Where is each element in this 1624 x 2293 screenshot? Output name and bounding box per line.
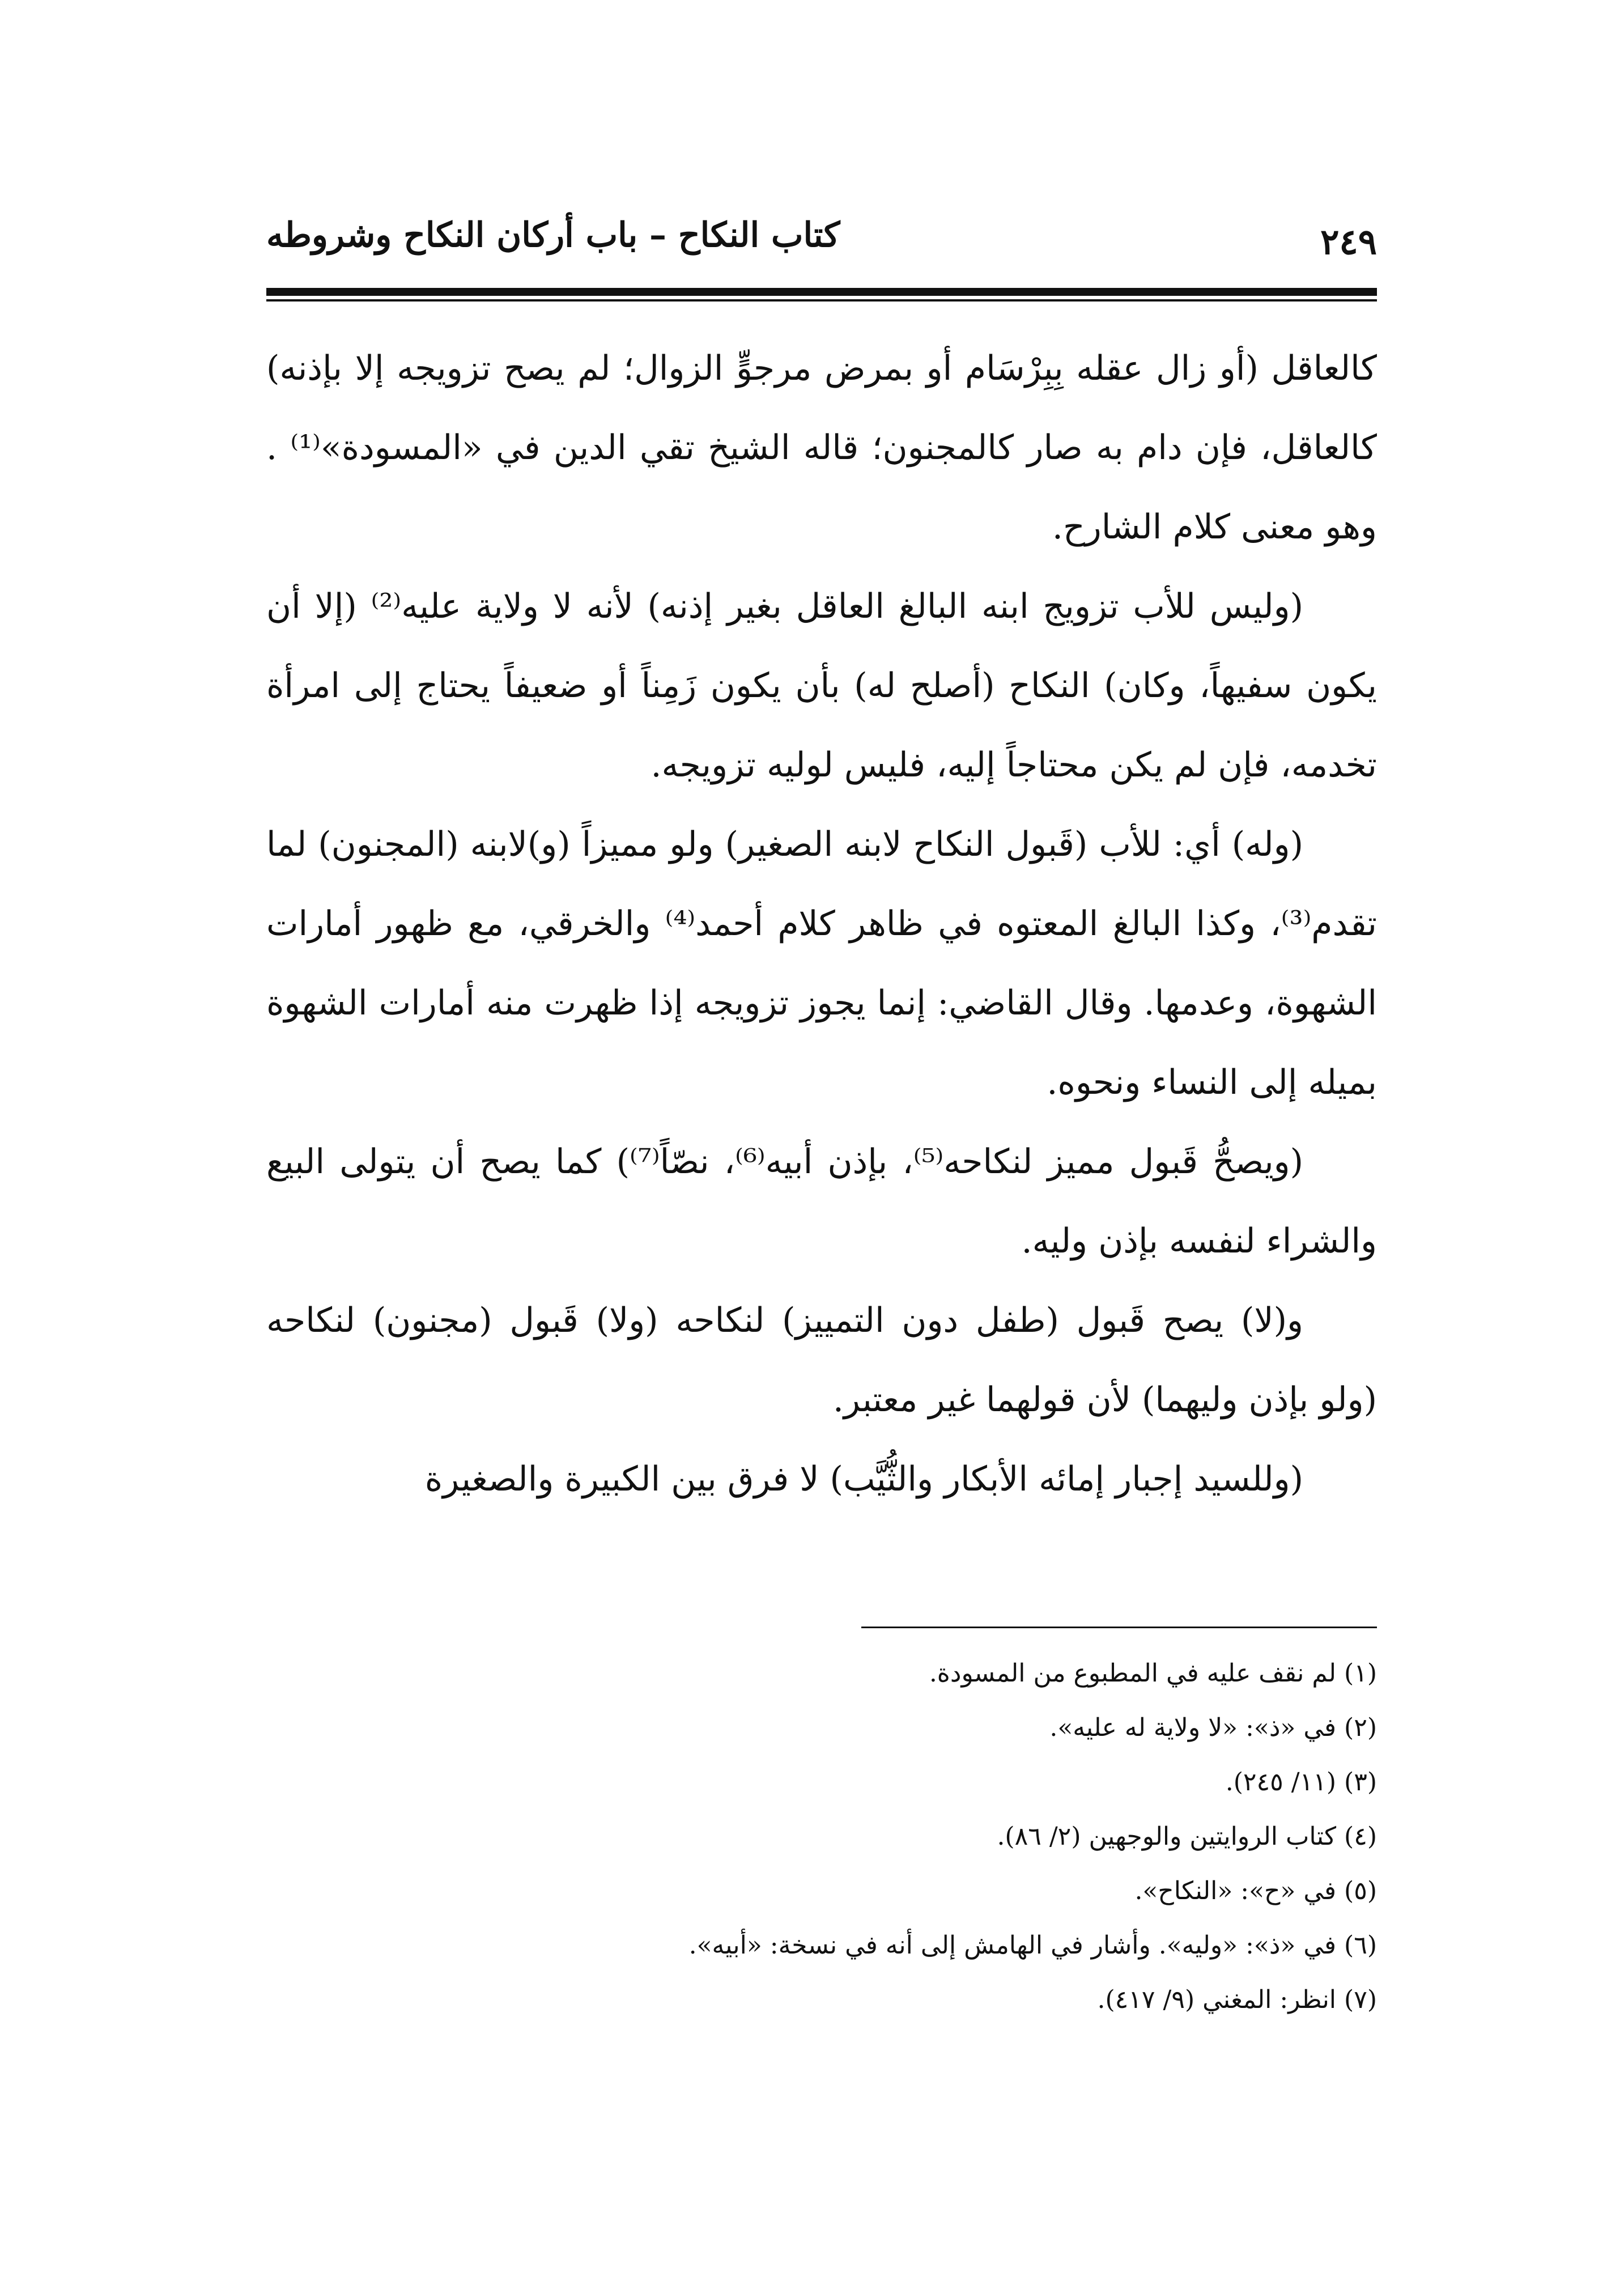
running-title: كتاب النكاح – باب أركان النكاح وشروطه	[266, 215, 840, 255]
footnote-7: (٧) انظر: المغني (٩/ ٤١٧).	[1097, 1985, 1377, 2014]
header-rule-thick	[266, 288, 1377, 296]
footnote-separator	[861, 1627, 1377, 1628]
running-header	[266, 210, 1377, 278]
footnote-4: (٤) كتاب الروايتين والوجهين (٢/ ٨٦).	[997, 1822, 1377, 1851]
paragraph-4: (ويصحُّ قَبول مميز لنكاحه⁽⁵⁾، بإذن أبيه⁽⁶⁾، نصّاً⁽⁷⁾) كما يصح أن يتولى البيع والشراء لنفسه بإذن وليه.	[266, 1142, 1377, 1261]
main-text	[266, 329, 1377, 1519]
header-rule	[266, 288, 1377, 302]
footnote-3: (٣) (١١/ ٢٤٥).	[1225, 1768, 1377, 1797]
footnote-5: (٥) في «ح»: «النكاح».	[1134, 1876, 1377, 1905]
paragraph-5: و(لا) يصح قَبول (طفل دون التمييز) لنكاحه (ولا) قَبول (مجنون) لنكاحه (ولو بإذن وليهما) لأن قولهما غير معتبر.	[266, 1301, 1377, 1420]
footnote-1: (١) لم نقف عليه في المطبوع من المسودة.	[929, 1659, 1377, 1688]
paragraph-1: كالعاقل (أو زال عقله بِبِرْسَام أو بمرض مرجوٍّ الزوال؛ لم يصح تزويجه إلا بإذنه) كالعاقل، فإن دام به صار كالمجنون؛ قاله الشيخ تقي الدين في «المسودة»⁽¹⁾ . وهو معنى كلام الشارح.	[266, 349, 1378, 547]
footnotes	[266, 1646, 1377, 2027]
header-rule-thin	[266, 299, 1377, 302]
footnote-2: (٢) في «ذ»: «لا ولاية له عليه».	[1049, 1713, 1377, 1742]
paragraph-6: (وللسيد إجبار إمائه الأبكار والثُّيَّب) لا فرق بين الكبيرة والصغيرة	[424, 1459, 1303, 1499]
page-number: ٢٤٩	[1320, 221, 1377, 262]
paragraph-3: (وله) أي: للأب (قَبول النكاح لابنه الصغير) ولو مميزاً (و)لابنه (المجنون) لما تقدم⁽³⁾، وكذا البالغ المعتوه في ظاهر كلام أحمد⁽⁴⁾ والخرقي، مع ظهور أمارات الشهوة، وعدمها. وقال القاضي: إنما يجوز تزويجه إذا ظهرت منه أمارات الشهوة بميله إلى النساء ونحوه.	[266, 825, 1377, 1102]
footnote-6: (٦) في «ذ»: «وليه». وأشار في الهامش إلى أنه في نسخة: «أبيه».	[688, 1931, 1377, 1960]
paragraph-2: (وليس للأب تزويج ابنه البالغ العاقل بغير إذنه) لأنه لا ولاية عليه⁽²⁾ (إلا أن يكون سفيهاً، وكان) النكاح (أصلح له) بأن يكون زَمِناً أو ضعيفاً يحتاج إلى امرأة تخدمه، فإن لم يكن محتاجاً إليه، فليس لوليه تزويجه.	[266, 587, 1377, 785]
